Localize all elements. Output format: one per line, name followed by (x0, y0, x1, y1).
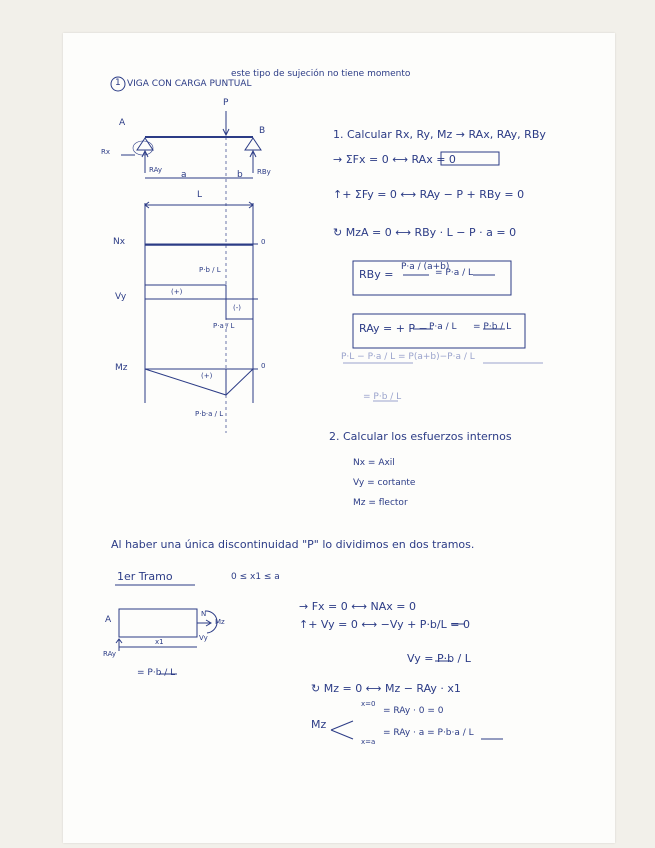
dim-a: a (181, 170, 187, 180)
label-RBy: RBy (257, 168, 271, 176)
tramo1-eq1: → Fx = 0 ⟷ NAx = 0 (299, 600, 416, 613)
tramo1-eq5-label: Mz (311, 718, 327, 731)
faint-line2: = P·b / L (363, 392, 402, 402)
ray-mid: P·a / L (429, 322, 457, 332)
problem-number: 1 (115, 78, 121, 88)
notebook-page (63, 33, 615, 843)
m-label: Mz (115, 363, 128, 373)
tramo1-segment (119, 609, 197, 637)
dim-L: L (197, 190, 203, 200)
step2-m: Mz = flector (353, 498, 408, 508)
ray-rhs: = P·b / L (473, 322, 512, 332)
v-neg-sign: (-) (233, 304, 241, 312)
support-b (245, 138, 261, 150)
header-note: este tipo de sujeción no tiene momento (231, 69, 411, 79)
tramo1-Mz: Mz (215, 618, 225, 626)
tramo1-r-value: = P·b / L (137, 668, 176, 678)
v-bottom-value: P·a / L (213, 322, 235, 330)
step1-eq2: ↑+ ΣFy = 0 ⟷ RAy − P + RBy = 0 (333, 188, 525, 201)
step2-n: Nx = Axil (353, 458, 395, 468)
step1-eq3: ↻ MzA = 0 ⟷ RBy · L − P · a = 0 (333, 226, 517, 239)
step1-title: 1. Calcular Rx, Ry, Mz → RAx, RAy, RBy (333, 128, 546, 141)
v-positive-block (145, 285, 226, 299)
tramo1-Vy: Vy (199, 634, 208, 642)
ray-lhs: RAy = + P − (359, 322, 428, 335)
tramo1-range: 0 ≤ x1 ≤ a (231, 572, 280, 582)
v-pos-sign: (+) (171, 288, 183, 296)
tramo1-A: A (105, 615, 112, 625)
support-a (137, 138, 153, 150)
rby-lhs: RBy = (359, 268, 394, 281)
m-triangle (145, 369, 253, 395)
n-zero: 0 (261, 238, 266, 246)
n-label: Nx (113, 237, 126, 247)
v-top-value: P·b / L (199, 266, 221, 274)
label-B: B (259, 126, 266, 136)
tramo1-eq5a-cond: x=0 (361, 700, 376, 708)
step1-eq1: → ΣFx = 0 ⟷ RAx = 0 (333, 153, 456, 166)
label-Rx: Rx (101, 148, 111, 156)
tramo1-eq5b: = RAy · a = P·b·a / L (383, 728, 474, 738)
step2-title: 2. Calcular los esfuerzos internos (329, 430, 512, 443)
m-zero: 0 (261, 362, 266, 370)
tramo1-N: N (201, 610, 207, 618)
rby-rhs: = P·a / L (435, 268, 473, 278)
discontinuity-note: Al haber una única discontinuidad "P" lo dividimos en dos tramos. (111, 538, 475, 551)
tramo1-eq3: Vy = P·b / L (407, 652, 471, 665)
faint-line1: P·L − P·a / L = P(a+b)−P·a / L (341, 352, 475, 362)
v-label: Vy (115, 292, 127, 302)
m-sign: (+) (201, 372, 213, 380)
step2-v: Vy = cortante (353, 478, 416, 488)
label-A: A (119, 118, 126, 128)
tramo1-R: RAy (103, 650, 117, 658)
rby-mid: P·a / (a+b) (401, 262, 450, 272)
dim-b: b (237, 170, 243, 180)
tramo1-title: 1er Tramo (117, 570, 173, 583)
tramo1-eq5b-cond: x=a (361, 738, 376, 746)
label-RAy: RAy (149, 166, 163, 174)
m-max-value: P·b·a / L (195, 410, 224, 418)
tramo1-eq5a: = RAy · 0 = 0 (383, 706, 444, 716)
problem-title: VIGA CON CARGA PUNTUAL (127, 79, 252, 89)
label-P: P (223, 98, 229, 108)
tramo1-eq2: ↑+ Vy = 0 ⟷ −Vy + P·b/L = 0 (299, 618, 470, 631)
tramo1-x: x1 (155, 638, 164, 646)
tramo1-eq4: ↻ Mz = 0 ⟷ Mz − RAy · x1 (311, 682, 461, 695)
